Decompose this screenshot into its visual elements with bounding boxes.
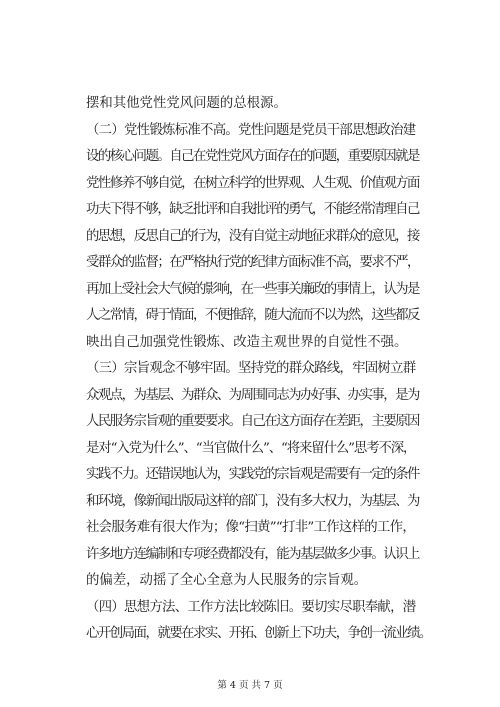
text-line: （三）宗旨观念不够牢固。坚持党的群众路线，牢固树立群: [86, 361, 416, 376]
text-line: 摆和其他党性党风问题的总根源。: [86, 96, 287, 111]
text-line: 映出自己加强党性锻炼、改造主观世界的自觉性不强。: [86, 334, 408, 350]
text-line: 的思想，反思自己的行为，没有自觉主动地征求群众的意见，接: [86, 228, 419, 244]
text-line: （二）党性锻炼标准不高。党性问题是党员干部思想政治建: [86, 122, 416, 138]
page-number-footer: 第 4 页 共 7 页: [217, 680, 283, 691]
text-line: 和环境，像新闻出版局这样的部门，没有多大权力，为基层、为: [86, 493, 419, 509]
text-line: 是对“入党为什么”、“当官做什么”、“将来留什么”思考不深，: [86, 440, 416, 456]
text-line: 再加上受社会大气候的影响，在一些事关廉政的事情上，认为是: [86, 281, 419, 297]
text-line: 许多地方连编制和专项经费都没有，能为基层做多少事。认识上: [86, 546, 419, 562]
text-line: 功夫下得不够，缺乏批评和自我批评的勇气，不能经常清理自己: [86, 202, 419, 217]
text-line: （四）思想方法、工作方法比较陈旧。要切实尽职奉献，潜: [86, 599, 416, 615]
text-line: 众观点，为基层、为群众、为周围同志为办好事、办实事，是为: [86, 387, 419, 403]
text-line: 社会服务难有很大作为；像“扫黄”“打非”工作这样的工作，: [86, 520, 416, 535]
text-line: 人之常情，碍于情面，不便推辞，随大流而不以为然，这些都反: [86, 308, 419, 323]
text-line: 人民服务宗旨观的重要要求。自己在这方面存在差距，主要原因: [86, 414, 419, 429]
text-line: 心开创局面，就要在求实、开拓、创新上下功夫，争创一流业绩。: [86, 626, 431, 641]
text-line: 设的核心问题。自己在党性党风方面存在的问题，重要原因就是: [86, 149, 419, 164]
text-line: 党性修养不够自觉，在树立科学的世界观、人生观、价值观方面: [86, 175, 419, 191]
text-line: 的偏差，动摇了全心全意为人民服务的宗旨观。: [86, 573, 368, 588]
text-line: 实践不力。还错误地认为，实践党的宗旨观是需要有一定的条件: [86, 467, 419, 482]
document-body: [86, 91, 431, 648]
text-line: 受群众的监督；在严格执行党的纪律方面标准不高，要求不严，: [86, 255, 419, 270]
